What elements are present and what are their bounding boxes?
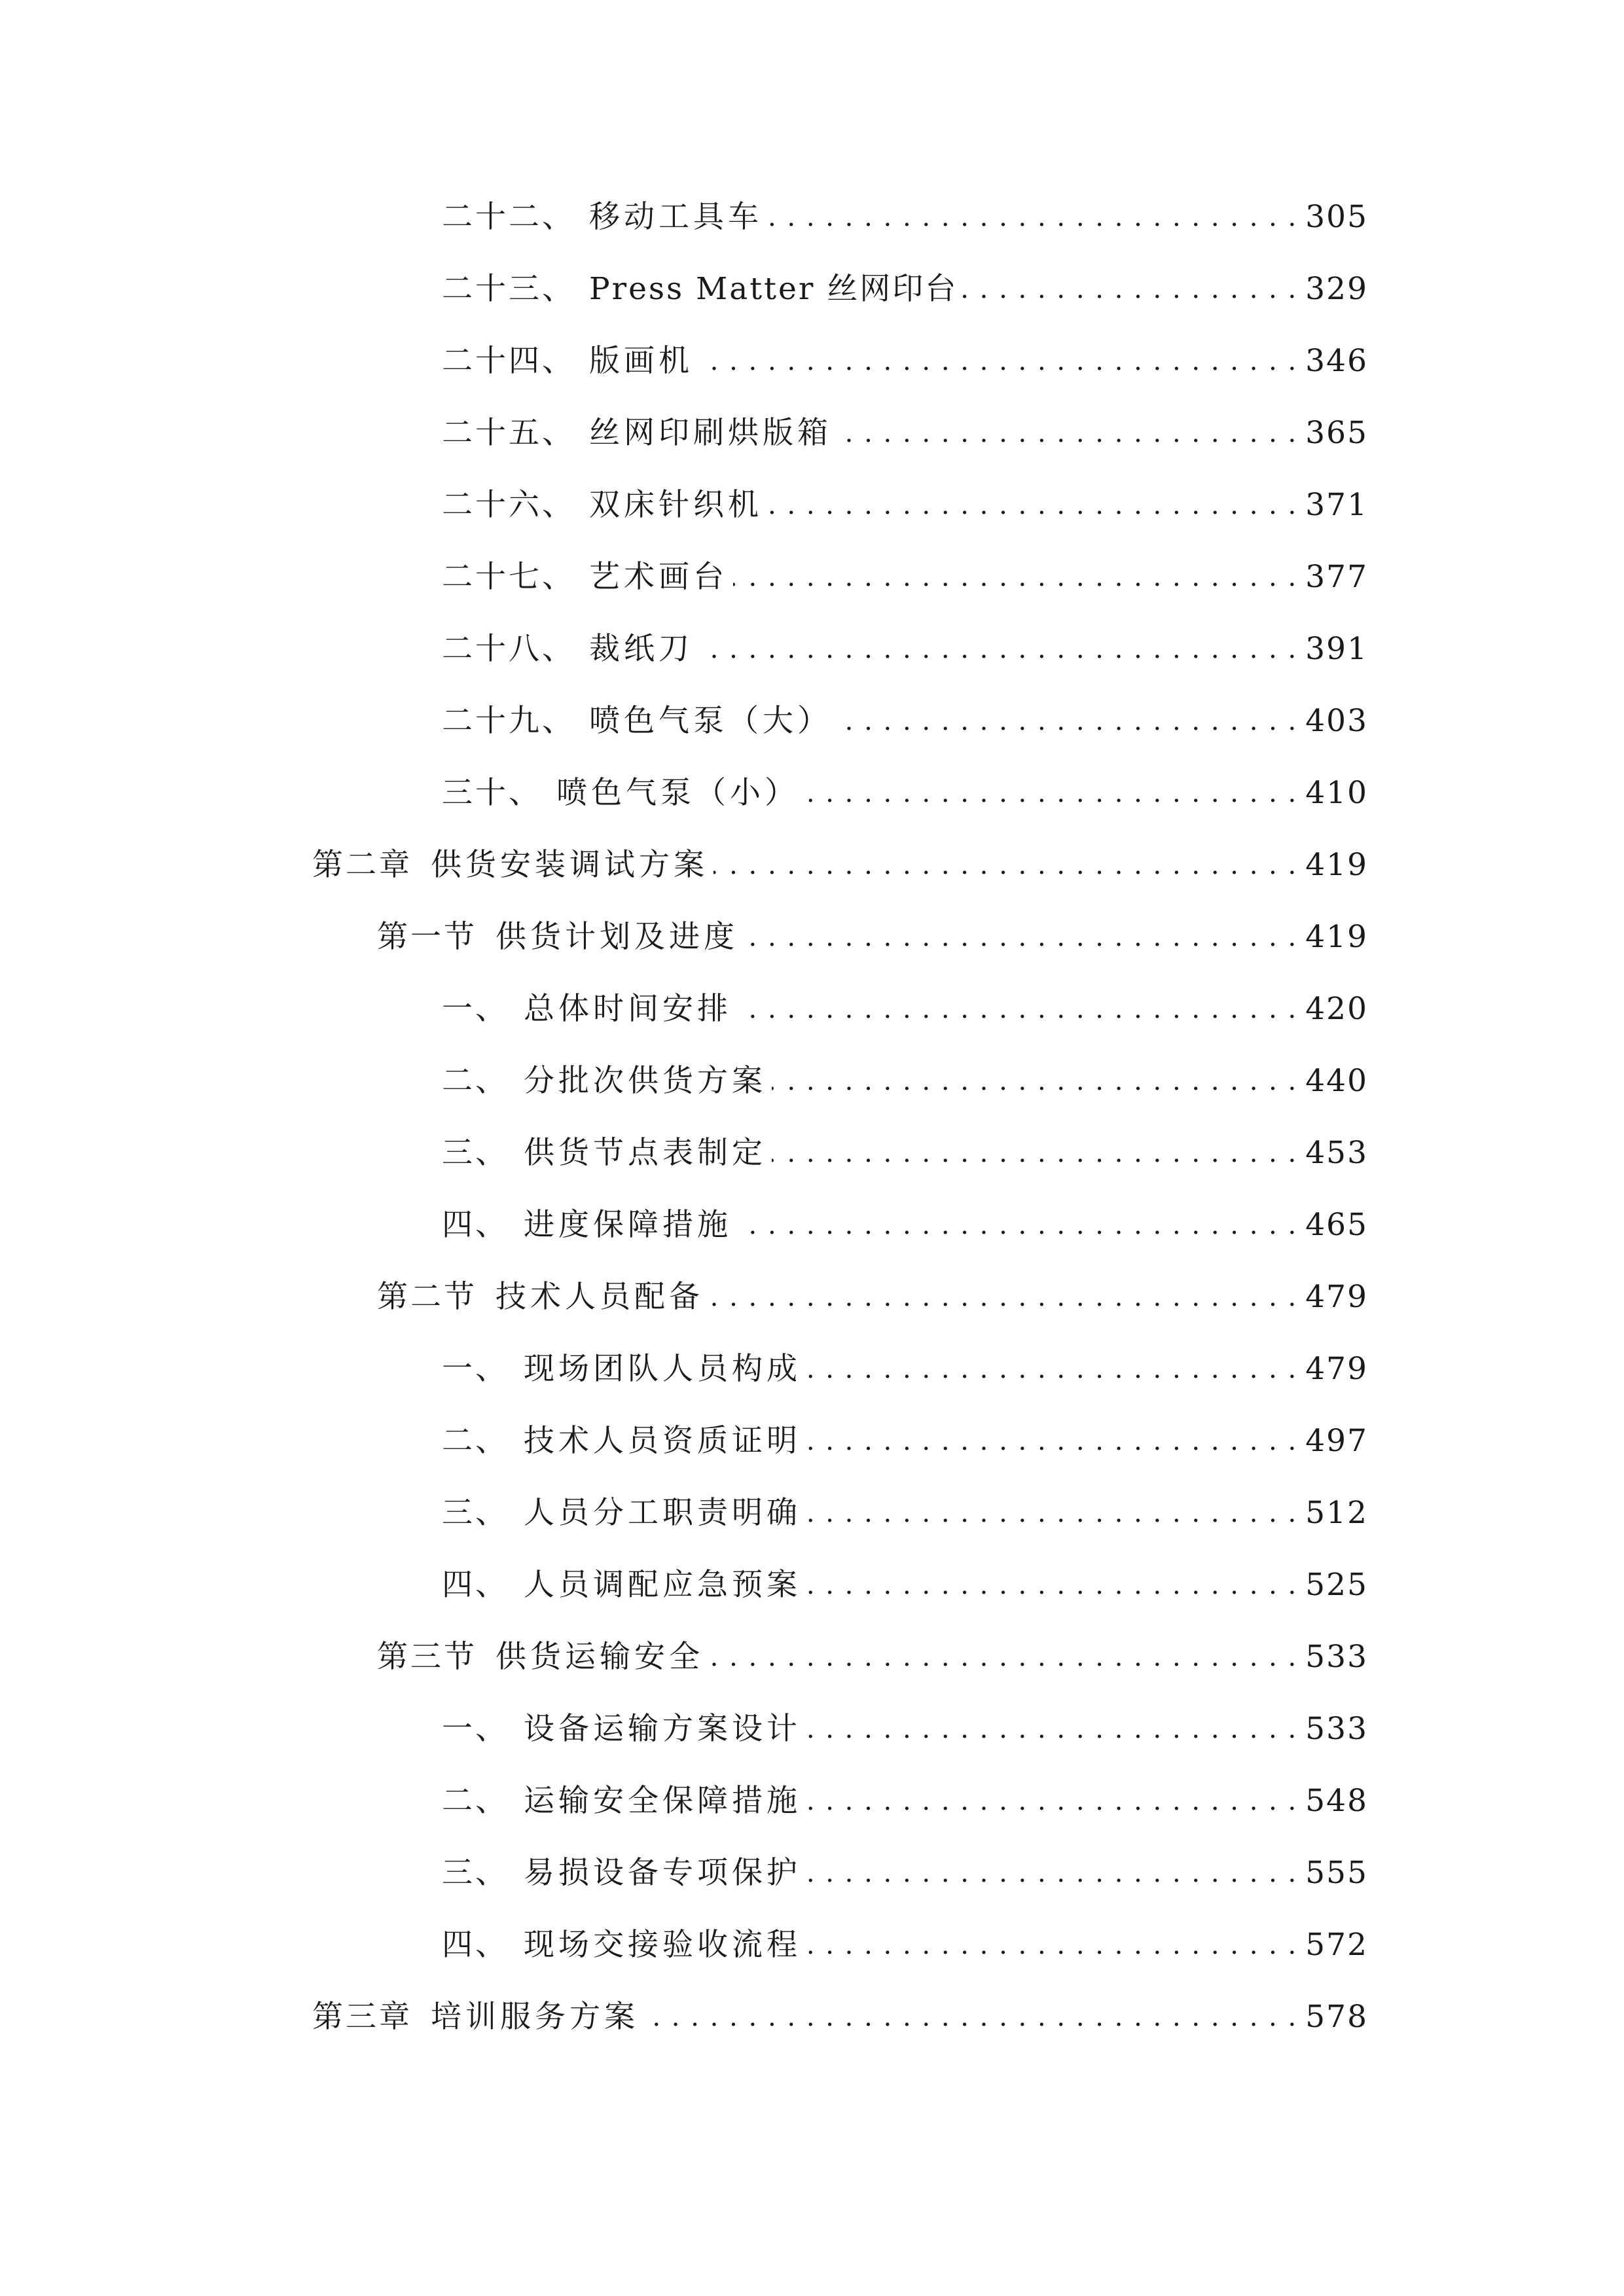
toc-chapter-label: 第三章 <box>312 1999 412 2035</box>
toc-chapter-entry[interactable] <box>312 842 1368 888</box>
toc-entry-title: Press Matter 丝网印台 <box>589 271 958 307</box>
dot-leader <box>806 1922 1297 1968</box>
toc-entry-title: 版画机 <box>589 343 693 379</box>
toc-entry-page: 391 <box>1305 631 1368 667</box>
dot-leader <box>698 626 1297 672</box>
toc-entry-page: 479 <box>1305 1279 1368 1315</box>
dot-leader <box>806 1490 1297 1536</box>
toc-entry-number: 四、 <box>442 1207 509 1243</box>
dot-leader <box>737 1202 1297 1248</box>
toc-entry[interactable] <box>442 1562 1368 1608</box>
dot-leader <box>713 842 1297 888</box>
dot-leader <box>709 1274 1297 1320</box>
toc-entry-page: 479 <box>1305 1351 1368 1387</box>
dot-leader <box>709 1634 1297 1680</box>
toc-entry-number: 三、 <box>442 1495 509 1531</box>
toc-entry-page: 465 <box>1305 1207 1368 1243</box>
toc-entry-title: 分批次供货方案 <box>524 1063 767 1099</box>
toc-entry-page: 371 <box>1305 487 1368 523</box>
toc-entry-title: 喷色气泵（大） <box>589 703 832 739</box>
toc-entry-number: 二、 <box>442 1423 509 1459</box>
toc-section-entry[interactable] <box>377 1274 1368 1320</box>
toc-entry-number: 二十三、 <box>442 271 575 307</box>
toc-section-label: 第二节 <box>377 1279 477 1315</box>
toc-entry-page: 365 <box>1305 415 1368 451</box>
toc-entry-number: 二十四、 <box>442 343 575 379</box>
toc-entry-title: 现场团队人员构成 <box>524 1351 801 1387</box>
dot-leader <box>837 410 1297 456</box>
dot-leader <box>804 770 1297 816</box>
dot-leader <box>768 194 1297 240</box>
toc-entry-title: 丝网印刷烘版箱 <box>589 415 832 451</box>
toc-chapter-label: 第二章 <box>312 847 412 883</box>
toc-entry[interactable] <box>442 986 1368 1032</box>
toc-entry[interactable] <box>442 338 1368 384</box>
toc-section-entry[interactable] <box>377 1634 1368 1680</box>
toc-entry-title: 总体时间安排 <box>524 991 732 1027</box>
toc-entry-number: 三十、 <box>442 775 542 811</box>
toc-entry-page: 572 <box>1305 1927 1368 1963</box>
toc-section-label: 第三节 <box>377 1639 477 1675</box>
dot-leader <box>698 338 1297 384</box>
toc-entry-page: 346 <box>1305 343 1368 379</box>
toc-entry-number: 三、 <box>442 1135 509 1171</box>
toc-entry-page: 512 <box>1305 1495 1368 1531</box>
toc-entry-title: 设备运输方案设计 <box>524 1711 801 1747</box>
toc-chapter-entry[interactable] <box>312 1994 1368 2040</box>
toc-entry[interactable] <box>442 1922 1368 1968</box>
toc-entry[interactable] <box>442 698 1368 744</box>
toc-entry-title: 喷色气泵（小） <box>556 775 799 811</box>
toc-entry-page: 548 <box>1305 1783 1368 1819</box>
dot-leader <box>768 482 1297 528</box>
toc-section-entry[interactable] <box>377 914 1368 960</box>
dot-leader <box>837 698 1297 744</box>
dot-leader <box>744 914 1297 960</box>
dot-leader <box>733 554 1297 600</box>
toc-entry-page: 533 <box>1305 1711 1368 1747</box>
toc-entry[interactable] <box>442 1346 1368 1392</box>
dot-leader <box>772 1058 1297 1104</box>
toc-entry-number: 四、 <box>442 1927 509 1963</box>
toc-entry-number: 二、 <box>442 1783 509 1819</box>
toc-entry-title: 培训服务方案 <box>431 1999 639 2035</box>
toc-entry-title: 供货安装调试方案 <box>431 847 708 883</box>
toc-entry-number: 二十七、 <box>442 559 575 595</box>
toc-entry-title: 人员分工职责明确 <box>524 1495 801 1531</box>
toc-entry-page: 410 <box>1305 775 1368 811</box>
toc-entry-page: 403 <box>1305 703 1368 739</box>
dot-leader <box>806 1346 1297 1392</box>
toc-section-label: 第一节 <box>377 919 477 955</box>
toc-entry[interactable] <box>442 1778 1368 1824</box>
toc-entry[interactable] <box>442 554 1368 600</box>
dot-leader <box>644 1994 1297 2040</box>
toc-entry-number: 二十五、 <box>442 415 575 451</box>
toc-entry[interactable] <box>442 1202 1368 1248</box>
toc-entry-title: 供货计划及进度 <box>496 919 738 955</box>
toc-entry[interactable] <box>442 770 1368 816</box>
toc-entry-number: 一、 <box>442 1351 509 1387</box>
toc-entry-title: 人员调配应急预案 <box>524 1567 801 1603</box>
dot-leader <box>806 1850 1297 1896</box>
toc-entry-number: 二十二、 <box>442 199 575 235</box>
toc-entry-title: 供货运输安全 <box>496 1639 704 1675</box>
dot-leader <box>963 266 1297 312</box>
toc-entry-page: 377 <box>1305 559 1368 595</box>
toc-entry-title: 易损设备专项保护 <box>524 1855 801 1891</box>
dot-leader <box>806 1706 1297 1752</box>
dot-leader <box>772 1130 1297 1176</box>
toc-entry-page: 525 <box>1305 1567 1368 1603</box>
toc-entry-number: 三、 <box>442 1855 509 1891</box>
toc-entry-page: 497 <box>1305 1423 1368 1459</box>
toc-entry-page: 305 <box>1305 199 1368 235</box>
toc-entry-title: 供货节点表制定 <box>524 1135 767 1171</box>
toc-entry-number: 四、 <box>442 1567 509 1603</box>
toc-entry[interactable] <box>442 482 1368 528</box>
toc-entry[interactable] <box>442 1850 1368 1896</box>
toc-entry-page: 440 <box>1305 1063 1368 1099</box>
toc-entry-page: 419 <box>1305 919 1368 955</box>
toc-entry-title: 运输安全保障措施 <box>524 1783 801 1819</box>
dot-leader <box>806 1778 1297 1824</box>
dot-leader <box>806 1562 1297 1608</box>
toc-entry[interactable] <box>442 626 1368 672</box>
toc-entry[interactable] <box>442 1490 1368 1536</box>
toc-entry-number: 一、 <box>442 991 509 1027</box>
toc-entry-page: 533 <box>1305 1639 1368 1675</box>
toc-entry-title: 技术人员配备 <box>496 1279 704 1315</box>
toc-entry-number: 二十八、 <box>442 631 575 667</box>
toc-entry[interactable] <box>442 1058 1368 1104</box>
toc-entry-number: 一、 <box>442 1711 509 1747</box>
toc-entry-page: 329 <box>1305 271 1368 307</box>
toc-entry-title: 艺术画台 <box>589 559 728 595</box>
toc-entry-number: 二、 <box>442 1063 509 1099</box>
toc-entry-page: 453 <box>1305 1135 1368 1171</box>
toc-entry-title: 技术人员资质证明 <box>524 1423 801 1459</box>
toc-entry[interactable] <box>442 194 1368 240</box>
toc-entry[interactable] <box>442 266 1368 312</box>
toc-entry-page: 420 <box>1305 991 1368 1027</box>
toc-entry-number: 二十九、 <box>442 703 575 739</box>
toc-entry[interactable] <box>442 1418 1368 1464</box>
toc-entry[interactable] <box>442 410 1368 456</box>
toc-entry-page: 419 <box>1305 847 1368 883</box>
toc-entry[interactable] <box>442 1706 1368 1752</box>
toc-entry-title: 现场交接验收流程 <box>524 1927 801 1963</box>
dot-leader <box>806 1418 1297 1464</box>
toc-entry[interactable] <box>442 1130 1368 1176</box>
toc-entry-number: 二十六、 <box>442 487 575 523</box>
toc-entry-title: 裁纸刀 <box>589 631 693 667</box>
toc-entry-title: 进度保障措施 <box>524 1207 732 1243</box>
toc-entry-page: 555 <box>1305 1855 1368 1891</box>
dot-leader <box>737 986 1297 1032</box>
toc-entry-page: 578 <box>1305 1999 1368 2035</box>
toc-entry-title: 双床针织机 <box>589 487 763 523</box>
toc-entry-title: 移动工具车 <box>589 199 763 235</box>
